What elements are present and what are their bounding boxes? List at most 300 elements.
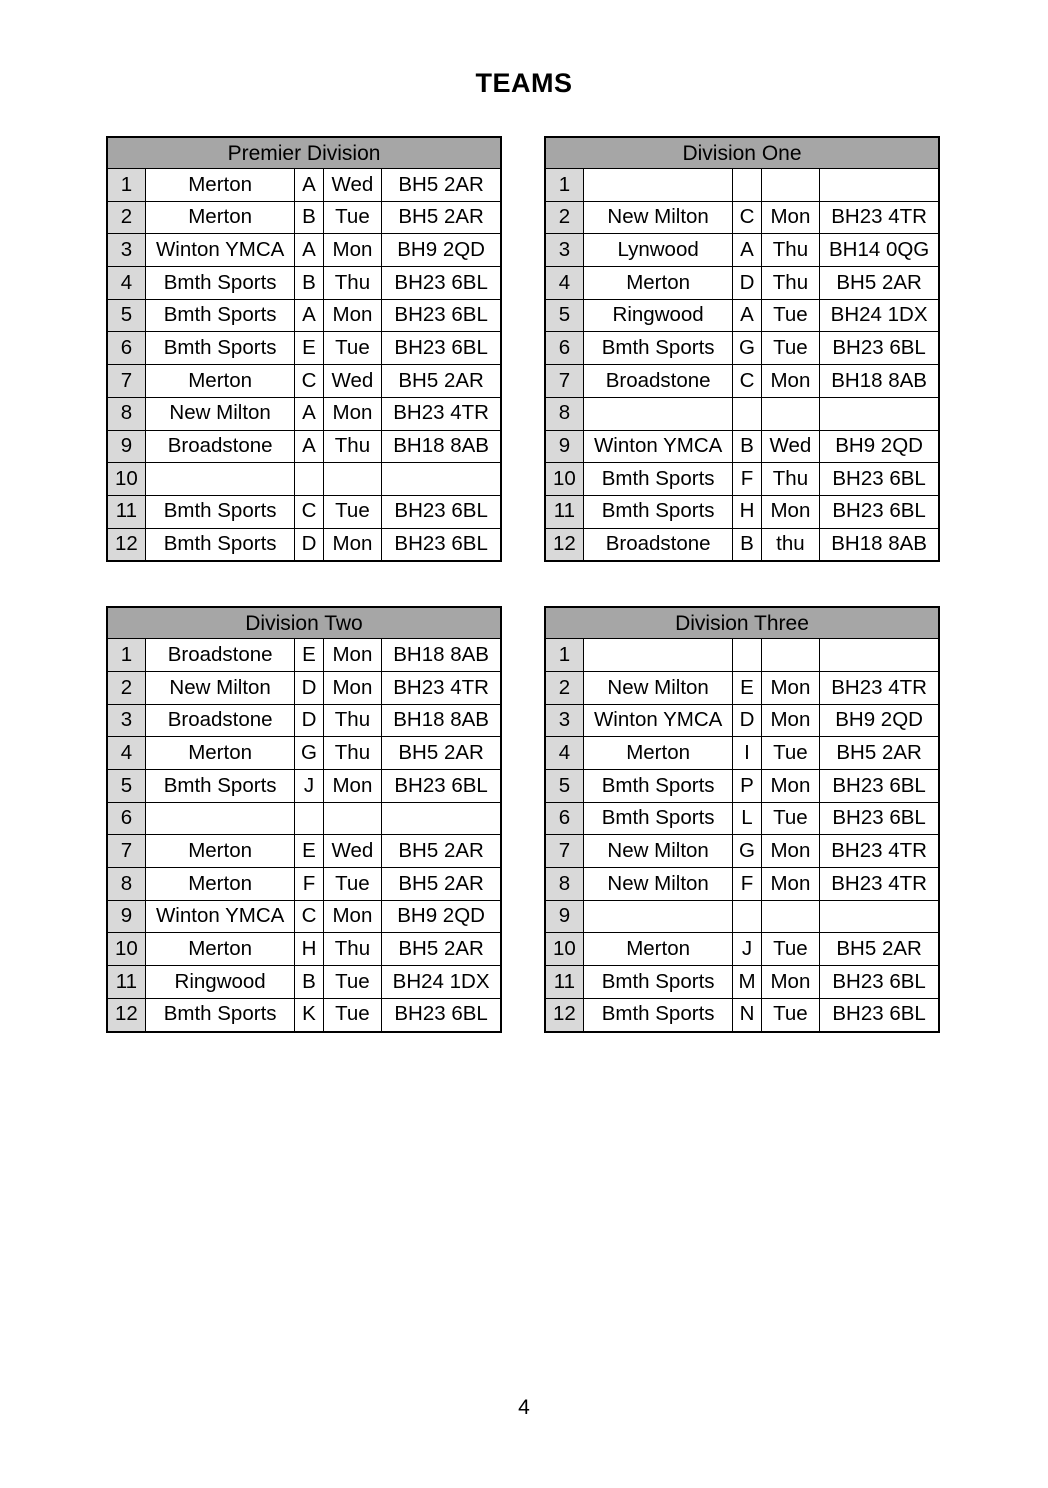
table-row [545,639,939,672]
match-day-cell: Mon [761,704,820,737]
team-name-cell: Merton [583,933,732,966]
table-division-two [106,606,502,1032]
team-name-cell: Bmth Sports [583,966,732,999]
table-row [107,430,501,463]
team-name-cell: Broadstone [145,430,295,463]
team-name-cell: Bmth Sports [145,495,295,528]
team-name-cell: Broadstone [583,528,732,561]
table-header-row [545,137,939,169]
team-name-cell [145,802,294,835]
match-day-cell: Mon [761,365,820,398]
team-letter-cell: F [733,463,761,496]
team-letter-cell: N [733,998,761,1031]
match-day-cell: Thu [761,463,820,496]
row-index-cell: 3 [107,234,145,267]
table-body [545,639,939,1032]
row-index-cell: 7 [545,835,583,868]
postcode-cell: BH23 6BL [382,267,501,300]
row-index-cell: 11 [107,966,145,999]
row-index-cell: 12 [107,528,145,561]
match-day-cell [761,900,820,933]
team-letter-cell: A [295,299,323,332]
team-name-cell: Merton [145,737,294,770]
postcode-cell: BH5 2AR [382,737,501,770]
postcode-cell: BH9 2QD [382,900,501,933]
match-day-cell: Wed [323,365,382,398]
table-row [545,966,939,999]
team-letter-cell: E [733,671,761,704]
team-name-cell: Merton [145,933,294,966]
match-day-cell: Mon [761,201,820,234]
table-row [545,430,939,463]
table-row [107,169,501,202]
row-index-cell: 7 [107,835,145,868]
team-letter-cell: G [733,332,761,365]
team-letter-cell: A [295,430,323,463]
team-letter-cell: A [733,234,761,267]
team-letter-cell: G [295,737,323,770]
postcode-cell: BH14 0QG [820,234,939,267]
team-name-cell: Bmth Sports [583,495,732,528]
table-row [545,332,939,365]
match-day-cell: Tue [761,998,820,1031]
table-row [107,704,501,737]
postcode-cell [382,463,501,496]
team-name-cell: Winton YMCA [145,900,294,933]
row-index-cell: 3 [545,704,583,737]
postcode-cell: BH23 6BL [820,966,939,999]
row-index-cell: 9 [545,900,583,933]
postcode-cell: BH23 6BL [820,802,939,835]
team-letter-cell: D [295,704,323,737]
team-letter-cell: K [295,998,323,1031]
match-day-cell: Tue [323,868,382,901]
postcode-cell: BH5 2AR [382,365,501,398]
team-name-cell: New Milton [583,671,732,704]
table-row [545,299,939,332]
team-letter-cell: L [733,802,761,835]
table-row [545,704,939,737]
team-letter-cell: B [295,966,323,999]
row-index-cell: 8 [107,868,145,901]
postcode-cell: BH18 8AB [382,704,501,737]
team-name-cell: Merton [145,169,295,202]
team-name-cell: Bmth Sports [145,299,295,332]
team-letter-cell [295,463,323,496]
postcode-cell: BH18 8AB [820,528,939,561]
row-index-cell: 8 [107,397,145,430]
team-name-cell [583,900,732,933]
match-day-cell: Mon [761,671,820,704]
row-index-cell: 5 [545,770,583,803]
table-row [545,770,939,803]
team-name-cell: Bmth Sports [583,463,732,496]
table-row [545,835,939,868]
team-letter-cell: E [295,835,323,868]
postcode-cell [820,639,939,672]
team-letter-cell: D [295,671,323,704]
match-day-cell: Mon [323,639,382,672]
postcode-cell: BH5 2AR [820,933,939,966]
team-name-cell: New Milton [583,835,732,868]
table-body [107,639,501,1032]
table-row [107,770,501,803]
team-name-cell: Bmth Sports [583,802,732,835]
match-day-cell: Mon [761,868,820,901]
page-number: 4 [518,1396,530,1419]
row-index-cell: 2 [107,671,145,704]
postcode-cell: BH9 2QD [382,234,501,267]
table-row [545,169,939,202]
team-letter-cell: D [733,704,761,737]
postcode-cell: BH23 6BL [382,299,501,332]
team-letter-cell: H [733,495,761,528]
postcode-cell: BH5 2AR [382,201,501,234]
row-index-cell: 6 [107,332,145,365]
team-letter-cell: B [295,201,323,234]
table-row [107,900,501,933]
match-day-cell: Thu [323,267,382,300]
postcode-cell: BH23 4TR [820,671,939,704]
team-letter-cell: F [295,868,323,901]
table-row [545,671,939,704]
team-letter-cell [733,169,761,202]
team-letter-cell: C [295,900,323,933]
match-day-cell: Thu [323,704,382,737]
table-row [545,998,939,1031]
postcode-cell: BH18 8AB [382,639,501,672]
table-row [107,528,501,561]
table-row [107,835,501,868]
team-name-cell: Broadstone [583,365,732,398]
team-letter-cell: C [733,201,761,234]
row-index-cell: 9 [545,430,583,463]
match-day-cell [761,169,820,202]
table-row [545,365,939,398]
team-name-cell [145,463,295,496]
row-index-cell: 11 [545,495,583,528]
postcode-cell: BH23 6BL [382,332,501,365]
match-day-cell: Mon [761,835,820,868]
postcode-cell: BH23 6BL [382,495,501,528]
postcode-cell: BH23 6BL [382,528,501,561]
team-name-cell: Bmth Sports [145,267,295,300]
table-row [545,267,939,300]
postcode-cell: BH23 6BL [820,770,939,803]
team-letter-cell: B [295,267,323,300]
table-body [545,169,939,562]
tables-row-top [106,136,940,562]
team-name-cell: Ringwood [145,966,294,999]
match-day-cell: Tue [761,332,820,365]
table-row [545,933,939,966]
match-day-cell: Tue [323,201,382,234]
team-name-cell [583,169,732,202]
row-index-cell: 1 [545,639,583,672]
table-row [107,234,501,267]
table-row [107,201,501,234]
match-day-cell [323,802,382,835]
match-day-cell: Mon [761,495,820,528]
team-letter-cell: H [295,933,323,966]
team-letter-cell: D [295,528,323,561]
team-name-cell: Merton [145,868,294,901]
row-index-cell: 5 [107,770,145,803]
team-name-cell: Winton YMCA [583,430,732,463]
table-row [545,495,939,528]
postcode-cell: BH23 4TR [382,671,501,704]
match-day-cell: thu [761,528,820,561]
table-row [545,737,939,770]
table-row [107,639,501,672]
match-day-cell: Wed [323,835,382,868]
row-index-cell: 12 [107,998,145,1031]
team-name-cell: Bmth Sports [583,770,732,803]
postcode-cell [382,802,501,835]
row-index-cell: 2 [107,201,145,234]
team-name-cell: Merton [145,201,295,234]
team-name-cell: New Milton [145,397,295,430]
match-day-cell: Thu [323,737,382,770]
row-index-cell: 7 [107,365,145,398]
table-row [107,332,501,365]
team-letter-cell: I [733,737,761,770]
team-name-cell: Broadstone [145,704,294,737]
row-index-cell: 2 [545,201,583,234]
table-row [545,868,939,901]
team-name-cell: Bmth Sports [145,770,294,803]
table-row [107,802,501,835]
table-division-three [544,606,940,1032]
row-index-cell: 5 [545,299,583,332]
match-day-cell: Thu [323,933,382,966]
table-title: Division Two [107,607,501,639]
team-letter-cell: P [733,770,761,803]
team-letter-cell [733,639,761,672]
row-index-cell: 8 [545,868,583,901]
team-letter-cell: M [733,966,761,999]
postcode-cell: BH9 2QD [820,430,939,463]
postcode-cell [820,900,939,933]
table-row [545,234,939,267]
match-day-cell: Mon [323,900,382,933]
team-letter-cell: E [295,332,323,365]
row-index-cell: 6 [545,802,583,835]
table-row [107,299,501,332]
table-header-row [107,137,501,169]
team-letter-cell: F [733,868,761,901]
table-title: Division Three [545,607,939,639]
row-index-cell: 10 [545,933,583,966]
postcode-cell: BH9 2QD [820,704,939,737]
table-row [107,397,501,430]
row-index-cell: 9 [107,430,145,463]
table-row [107,998,501,1031]
page-title: TEAMS [475,68,573,98]
team-name-cell: Bmth Sports [583,332,732,365]
match-day-cell: Mon [323,528,382,561]
postcode-cell: BH24 1DX [382,966,501,999]
team-name-cell: New Milton [145,671,294,704]
table-row [107,966,501,999]
match-day-cell: Tue [323,495,382,528]
team-letter-cell: C [295,495,323,528]
table-row [107,495,501,528]
table-row [107,365,501,398]
match-day-cell: Mon [323,299,382,332]
team-letter-cell: B [733,430,761,463]
row-index-cell: 3 [545,234,583,267]
match-day-cell [761,397,820,430]
postcode-cell: BH23 6BL [382,770,501,803]
team-letter-cell: B [733,528,761,561]
team-letter-cell: C [733,365,761,398]
table-title: Division One [545,137,939,169]
team-name-cell: Ringwood [583,299,732,332]
match-day-cell: Mon [323,671,382,704]
row-index-cell: 3 [107,704,145,737]
table-row [107,868,501,901]
table-header-row [545,607,939,639]
match-day-cell: Tue [761,933,820,966]
row-index-cell: 4 [545,267,583,300]
match-day-cell: Mon [323,770,382,803]
postcode-cell: BH18 8AB [820,365,939,398]
match-day-cell [761,639,820,672]
team-letter-cell [295,802,323,835]
row-index-cell: 10 [107,933,145,966]
row-index-cell: 12 [545,528,583,561]
row-index-cell: 1 [545,169,583,202]
team-name-cell: New Milton [583,201,732,234]
row-index-cell: 6 [107,802,145,835]
postcode-cell: BH5 2AR [382,868,501,901]
row-index-cell: 11 [107,495,145,528]
team-name-cell: Bmth Sports [145,332,295,365]
match-day-cell: Mon [323,234,382,267]
team-name-cell: New Milton [583,868,732,901]
table-row [107,267,501,300]
postcode-cell: BH23 4TR [820,835,939,868]
team-name-cell [583,397,732,430]
postcode-cell: BH5 2AR [820,737,939,770]
match-day-cell: Tue [761,299,820,332]
row-index-cell: 5 [107,299,145,332]
tables-row-bottom [106,606,940,1032]
table-body [107,169,501,562]
team-letter-cell: J [733,933,761,966]
team-letter-cell: A [295,397,323,430]
postcode-cell [820,169,939,202]
table-division-one [544,136,940,562]
team-name-cell: Bmth Sports [145,528,295,561]
table-row [545,463,939,496]
team-name-cell: Winton YMCA [145,234,295,267]
row-index-cell: 1 [107,169,145,202]
table-row [545,201,939,234]
postcode-cell: BH5 2AR [382,933,501,966]
team-letter-cell: A [733,299,761,332]
match-day-cell: Thu [761,267,820,300]
division-tables-area [106,136,940,1033]
postcode-cell: BH23 6BL [820,463,939,496]
row-index-cell: 2 [545,671,583,704]
table-header-row [107,607,501,639]
table-title: Premier Division [107,137,501,169]
postcode-cell: BH23 4TR [382,397,501,430]
postcode-cell: BH18 8AB [382,430,501,463]
match-day-cell: Mon [323,397,382,430]
team-name-cell: Merton [145,365,295,398]
table-row [545,900,939,933]
table-row [107,737,501,770]
team-letter-cell: G [733,835,761,868]
team-name-cell: Merton [145,835,294,868]
match-day-cell: Thu [323,430,382,463]
table-row [545,528,939,561]
row-index-cell: 1 [107,639,145,672]
postcode-cell: BH5 2AR [382,169,501,202]
row-index-cell: 10 [107,463,145,496]
team-name-cell: Lynwood [583,234,732,267]
team-letter-cell [733,900,761,933]
row-index-cell: 4 [107,267,145,300]
match-day-cell: Mon [761,770,820,803]
row-index-cell: 4 [545,737,583,770]
postcode-cell: BH23 4TR [820,868,939,901]
table-row [545,802,939,835]
match-day-cell: Tue [761,802,820,835]
row-index-cell: 8 [545,397,583,430]
team-name-cell: Merton [583,737,732,770]
team-name-cell [583,639,732,672]
match-day-cell: Wed [323,169,382,202]
match-day-cell: Thu [761,234,820,267]
match-day-cell: Wed [761,430,820,463]
row-index-cell: 4 [107,737,145,770]
row-index-cell: 9 [107,900,145,933]
match-day-cell: Mon [761,966,820,999]
team-letter-cell: E [295,639,323,672]
row-index-cell: 6 [545,332,583,365]
match-day-cell: Tue [323,332,382,365]
table-row [107,463,501,496]
match-day-cell: Tue [323,998,382,1031]
team-letter-cell: D [733,267,761,300]
postcode-cell: BH24 1DX [820,299,939,332]
team-letter-cell [733,397,761,430]
postcode-cell: BH23 6BL [820,495,939,528]
postcode-cell: BH23 6BL [382,998,501,1031]
match-day-cell: Tue [761,737,820,770]
postcode-cell [820,397,939,430]
row-index-cell: 10 [545,463,583,496]
team-letter-cell: A [295,169,323,202]
row-index-cell: 12 [545,998,583,1031]
team-name-cell: Winton YMCA [583,704,732,737]
match-day-cell [323,463,382,496]
team-name-cell: Bmth Sports [583,998,732,1031]
row-index-cell: 7 [545,365,583,398]
team-name-cell: Broadstone [145,639,294,672]
team-letter-cell: C [295,365,323,398]
table-row [107,933,501,966]
postcode-cell: BH23 4TR [820,201,939,234]
postcode-cell: BH5 2AR [820,267,939,300]
match-day-cell: Tue [323,966,382,999]
team-letter-cell: J [295,770,323,803]
table-row [107,671,501,704]
